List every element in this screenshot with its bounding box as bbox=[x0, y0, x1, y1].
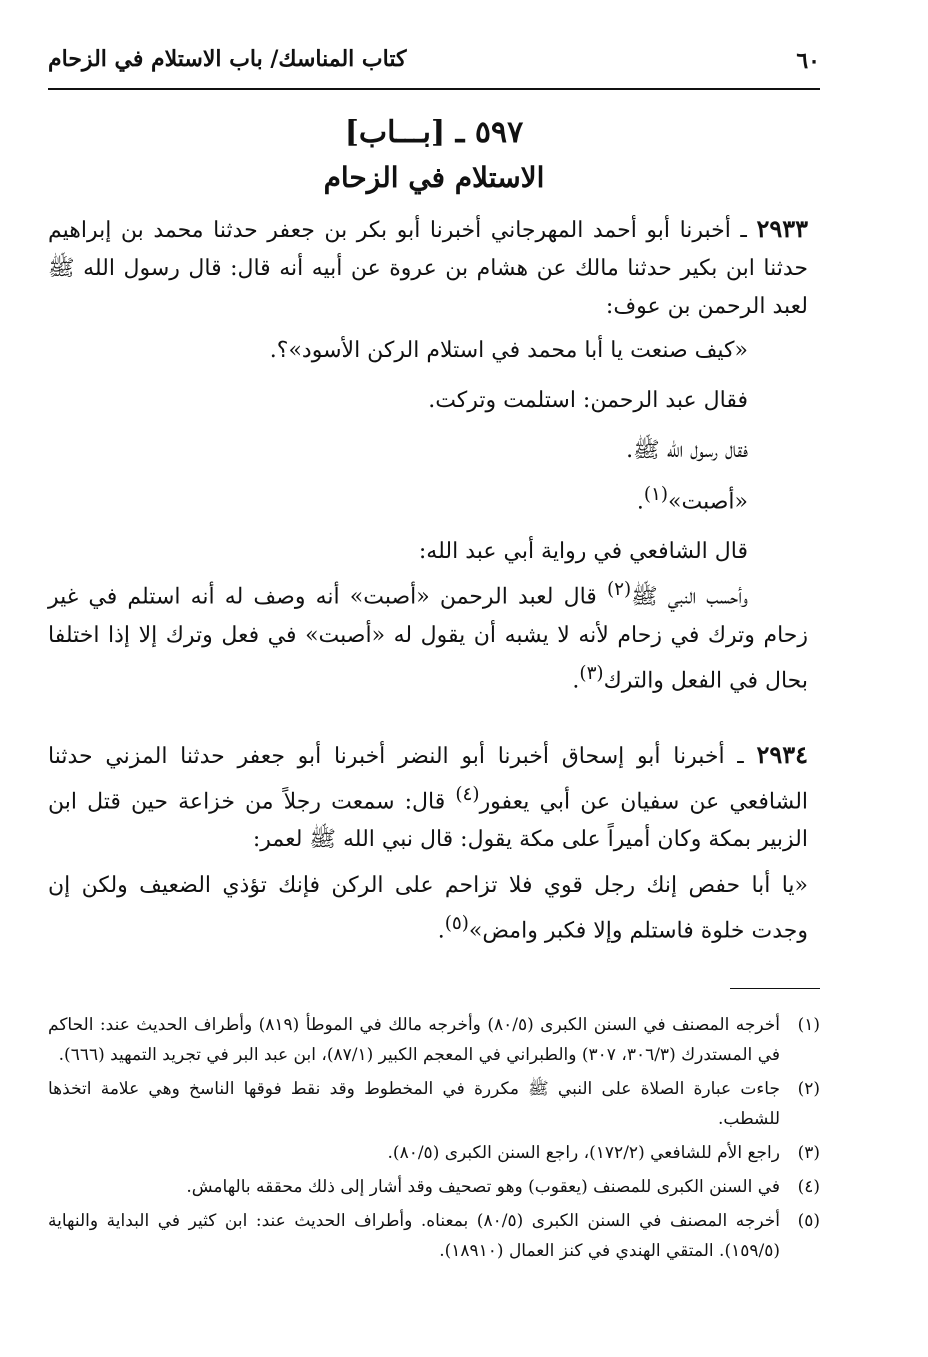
footnote-mark: (٥) bbox=[797, 1211, 820, 1231]
footnote-4 bbox=[48, 1172, 820, 1202]
shafii-text-a: وأحسب النبي ﷺ bbox=[631, 584, 748, 610]
footnote-1 bbox=[48, 1010, 820, 1070]
footnote-mark: (١) bbox=[797, 1015, 820, 1035]
hadith-number: ٢٩٣٤ bbox=[756, 739, 808, 769]
running-head: كتاب المناسك/ باب الاستلام في الزحام bbox=[48, 46, 407, 72]
shafii-text-b: قال لعبد الرحمن «أصبت» أنه وصف له أنه استلم في غير زحام وترك في زحام لأنه لا يشبه أن يقول له «أصبت» في فعل وترك إلا إذا اختلفا بحال في الفعل والترك bbox=[48, 584, 808, 693]
footnote-mark: (٢) bbox=[797, 1079, 820, 1099]
hadith-2933-question: «كيف صنعت يا أبا محمد في استلام الركن الأسود»؟. bbox=[269, 338, 748, 363]
footnote-5 bbox=[48, 1206, 820, 1266]
footnotes bbox=[48, 1010, 820, 1270]
footnote-ref-1: (١) bbox=[643, 484, 669, 505]
matn-text: «يا أبا حفص إنك رجل قوي فلا تزاحم على الركن فإنك تؤذي الضعيف ولكن إن وجدت خلوة فاستلم وإلا فكبر وامض» bbox=[48, 873, 808, 944]
footnote-mark: (٤) bbox=[797, 1177, 820, 1197]
shafii-intro: قال الشافعي في رواية أبي عبد الله: bbox=[418, 539, 748, 565]
hadith-2934-isnad bbox=[48, 736, 808, 859]
hadith-2934-matn bbox=[48, 867, 808, 950]
hadith-2933-isnad bbox=[48, 210, 808, 326]
main-text bbox=[48, 210, 808, 957]
chapter-number: ٥٩٧ ـ [بـــاب] bbox=[344, 115, 524, 150]
hadith-2933-answer bbox=[48, 476, 808, 521]
hadith-2933-reply: فقال عبد الرحمن: استلمت وتركت. bbox=[428, 388, 748, 413]
footnote-text: راجع الأم للشافعي (١٧٢/٢)، راجع السنن الكبرى (٨٠/٥). bbox=[387, 1143, 780, 1163]
page-header bbox=[48, 44, 820, 90]
hadith-2933-prophet-said: فقال رسول الله ﷺ. bbox=[626, 438, 748, 463]
footnote-ref-5: (٥) bbox=[444, 913, 469, 935]
footnote-mark: (٣) bbox=[797, 1143, 820, 1163]
answer-end: . bbox=[636, 489, 644, 515]
matn-end: . bbox=[437, 918, 445, 944]
footnote-2 bbox=[48, 1074, 820, 1134]
hadith-text-b: قال: سمعت رجلاً من خزاعة حين قتل ابن الزبير بمكة وكان أميراً على مكة يقول: قال نبي الله ﷺ لعمر: bbox=[48, 789, 808, 853]
footnote-ref-4: (٤) bbox=[455, 783, 480, 805]
footnote-ref-3: (٣) bbox=[579, 662, 604, 684]
chapter-heading bbox=[48, 110, 820, 200]
footnote-separator bbox=[730, 988, 820, 989]
hadith-text: ـ أخبرنا أبو أحمد المهرجاني أخبرنا أبو بكر بن جعفر حدثنا محمد بن إبراهيم حدثنا ابن بكير حدثنا مالك عن هشام بن عروة عن أبيه أنه قال: قال رسول الله ﷺ لعبد الرحمن بن عوف: bbox=[48, 218, 808, 319]
footnote-text: أخرجه المصنف في السنن الكبرى (٨٠/٥) بمعناه. وأطراف الحديث عند: ابن كثير في البداية والنهاية (١٥٩/٥). المتقي الهندي في كنز العمال (١٨٩١٠). bbox=[48, 1211, 780, 1261]
hadith-text-a: ـ أخبرنا أبو إسحاق أخبرنا أبو النضر أخبرنا أبو جعفر حدثنا المزني حدثنا الشافعي عن سفيان عن أبي يعفور bbox=[48, 743, 809, 815]
footnote-3 bbox=[48, 1138, 820, 1168]
chapter-title: الاستلام في الزحام bbox=[323, 161, 545, 194]
shafii-comment bbox=[48, 571, 808, 700]
shafii-end: . bbox=[572, 667, 580, 693]
hadith-number: ٢٩٣٣ bbox=[756, 214, 808, 243]
footnote-text: أخرجه المصنف في السنن الكبرى (٨٠/٥) وأخرجه مالك في الموطأ (٨١٩) وأطراف الحديث عند: الحاكم في المستدرك (٣٠٦/٣، ٣٠٧) والطبراني في المعجم الكبير (٨٧/١)، ابن عبد البر في تجريد التمهيد (٦٦٦). bbox=[48, 1015, 780, 1065]
page-number: ٦٠ bbox=[796, 48, 820, 74]
footnote-text: جاءت عبارة الصلاة على النبي ﷺ مكررة في المخطوط وقد نقط فوقها الناسخ وهي علامة اتخذها للشطب. bbox=[48, 1079, 780, 1129]
footnote-ref-2: (٢) bbox=[606, 579, 632, 601]
paragraph-gap bbox=[48, 706, 808, 736]
answer-text: «أصبت» bbox=[668, 489, 748, 515]
footnote-text: في السنن الكبرى للمصنف (يعقوب) وهو تصحيف وقد أشار إلى ذلك محققه بالهامش. bbox=[186, 1177, 780, 1197]
